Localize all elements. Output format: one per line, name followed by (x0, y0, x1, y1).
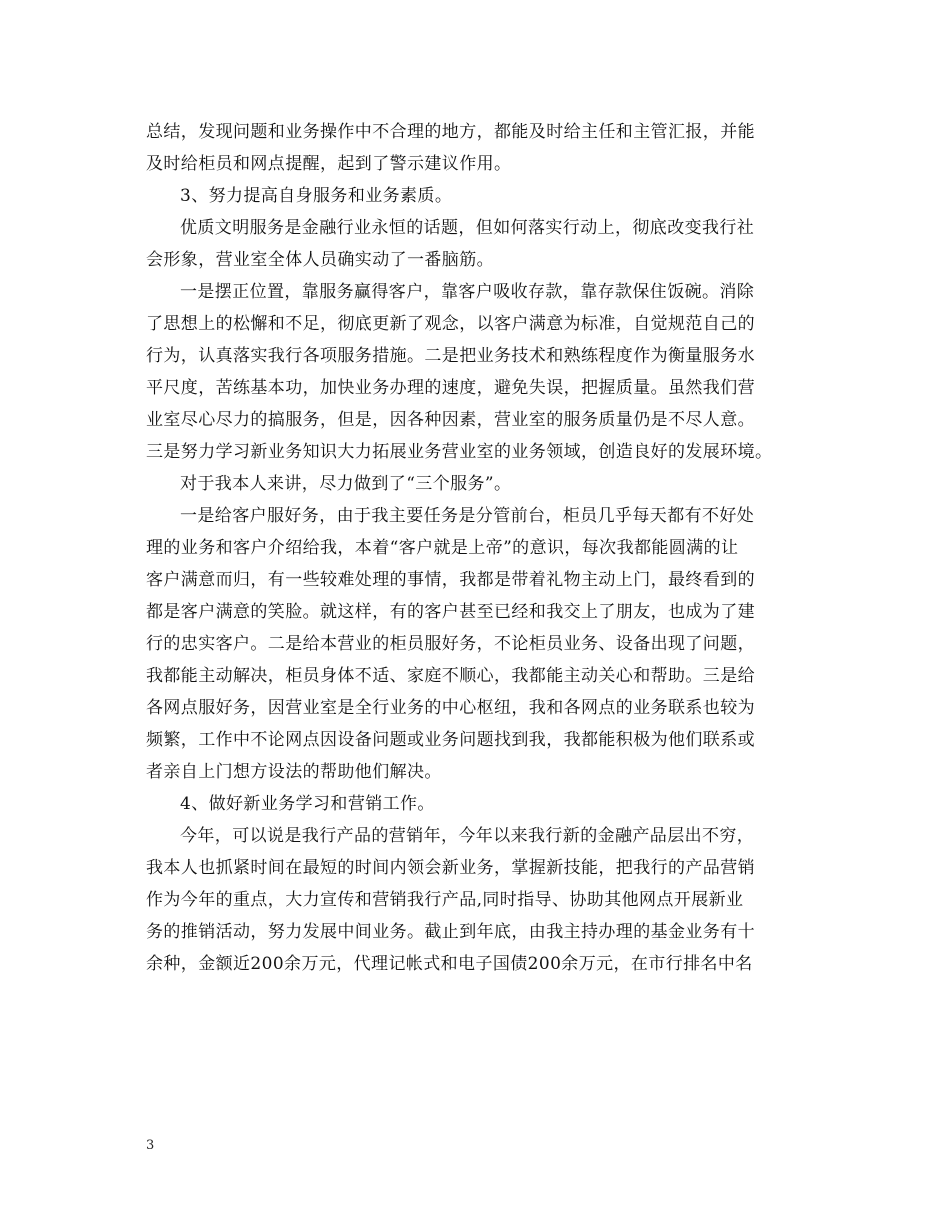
text-line: 行的忠实客户。二是给本营业的柜员服好务，不论柜员业务、设备出现了问题， (146, 634, 755, 654)
text-line: 业室尽心尽力的搞服务，但是，因各种因素，营业室的服务质量仍是不尽人意。 (146, 410, 755, 430)
text-line: 三是努力学习新业务知识大力拓展业务营业室的业务领域，创造良好的发展环境。 (146, 442, 773, 462)
text-line: 对于我本人来讲，尽力做到了“三个服务”。 (180, 474, 512, 494)
text-line: 行为，认真落实我行各项服务措施。二是把业务技术和熟练程度作为衡量服务水 (146, 346, 755, 366)
text-line: 客户满意而归，有一些较难处理的事情，我都是带着礼物主动上门，最终看到的 (146, 570, 755, 590)
page-number: 3 (146, 1138, 155, 1153)
document-body (146, 116, 810, 980)
text-line: 务的推销活动，努力发展中间业务。截止到年底，由我主持办理的基金业务有十 (146, 922, 755, 942)
text-line: 平尺度，苦练基本功，加快业务办理的速度，避免失误，把握质量。虽然我们营 (146, 378, 755, 398)
text-line: 余种，金额近200余万元，代理记帐式和电子国债200余万元，在市行排名中名 (146, 954, 753, 974)
text-line: 了思想上的松懈和不足，彻底更新了观念，以客户满意为标准，自觉规范自己的 (146, 314, 755, 334)
text-line: 会形象，营业室全体人员确实动了一番脑筋。 (146, 250, 494, 270)
text-line: 者亲自上门想方设法的帮助他们解决。 (146, 762, 442, 782)
text-line: 作为今年的重点，大力宣传和营销我行产品,同时指导、协助其他网点开展新业 (146, 890, 744, 910)
text-line: 理的业务和客户介绍给我，本着“客户就是上帝”的意识，每次我都能圆满的让 (146, 538, 739, 558)
text-line: 一是摆正位置，靠服务赢得客户，靠客户吸收存款，靠存款保住饭碗。消除 (180, 282, 755, 302)
text-line: 今年，可以说是我行产品的营销年，今年以来我行新的金融产品层出不穷， (180, 826, 755, 846)
text-line: 优质文明服务是金融行业永恒的话题，但如何落实行动上，彻底改变我行社 (180, 218, 755, 238)
text-line: 及时给柜员和网点提醒，起到了警示建议作用。 (146, 154, 512, 174)
text-line: 我本人也抓紧时间在最短的时间内领会新业务，掌握新技能，把我行的产品营销 (146, 858, 755, 878)
text-line: 频繁，工作中不论网点因设备问题或业务问题找到我，我都能积极为他们联系或 (146, 730, 755, 750)
text-line: 我都能主动解决，柜员身体不适、家庭不顺心，我都能主动关心和帮助。三是给 (146, 666, 755, 686)
text-line: 4、做好新业务学习和营销工作。 (180, 794, 435, 814)
text-line: 都是客户满意的笑脸。就这样，有的客户甚至已经和我交上了朋友，也成为了建 (146, 602, 755, 622)
text-line: 总结，发现问题和业务操作中不合理的地方，都能及时给主任和主管汇报，并能 (146, 122, 755, 142)
text-line: 各网点服好务，因营业室是全行业务的中心枢纽，我和各网点的业务联系也较为 (146, 698, 755, 718)
text-line: 3、努力提高自身服务和业务素质。 (180, 186, 453, 206)
text-line: 一是给客户服好务，由于我主要任务是分管前台，柜员几乎每天都有不好处 (180, 506, 755, 526)
